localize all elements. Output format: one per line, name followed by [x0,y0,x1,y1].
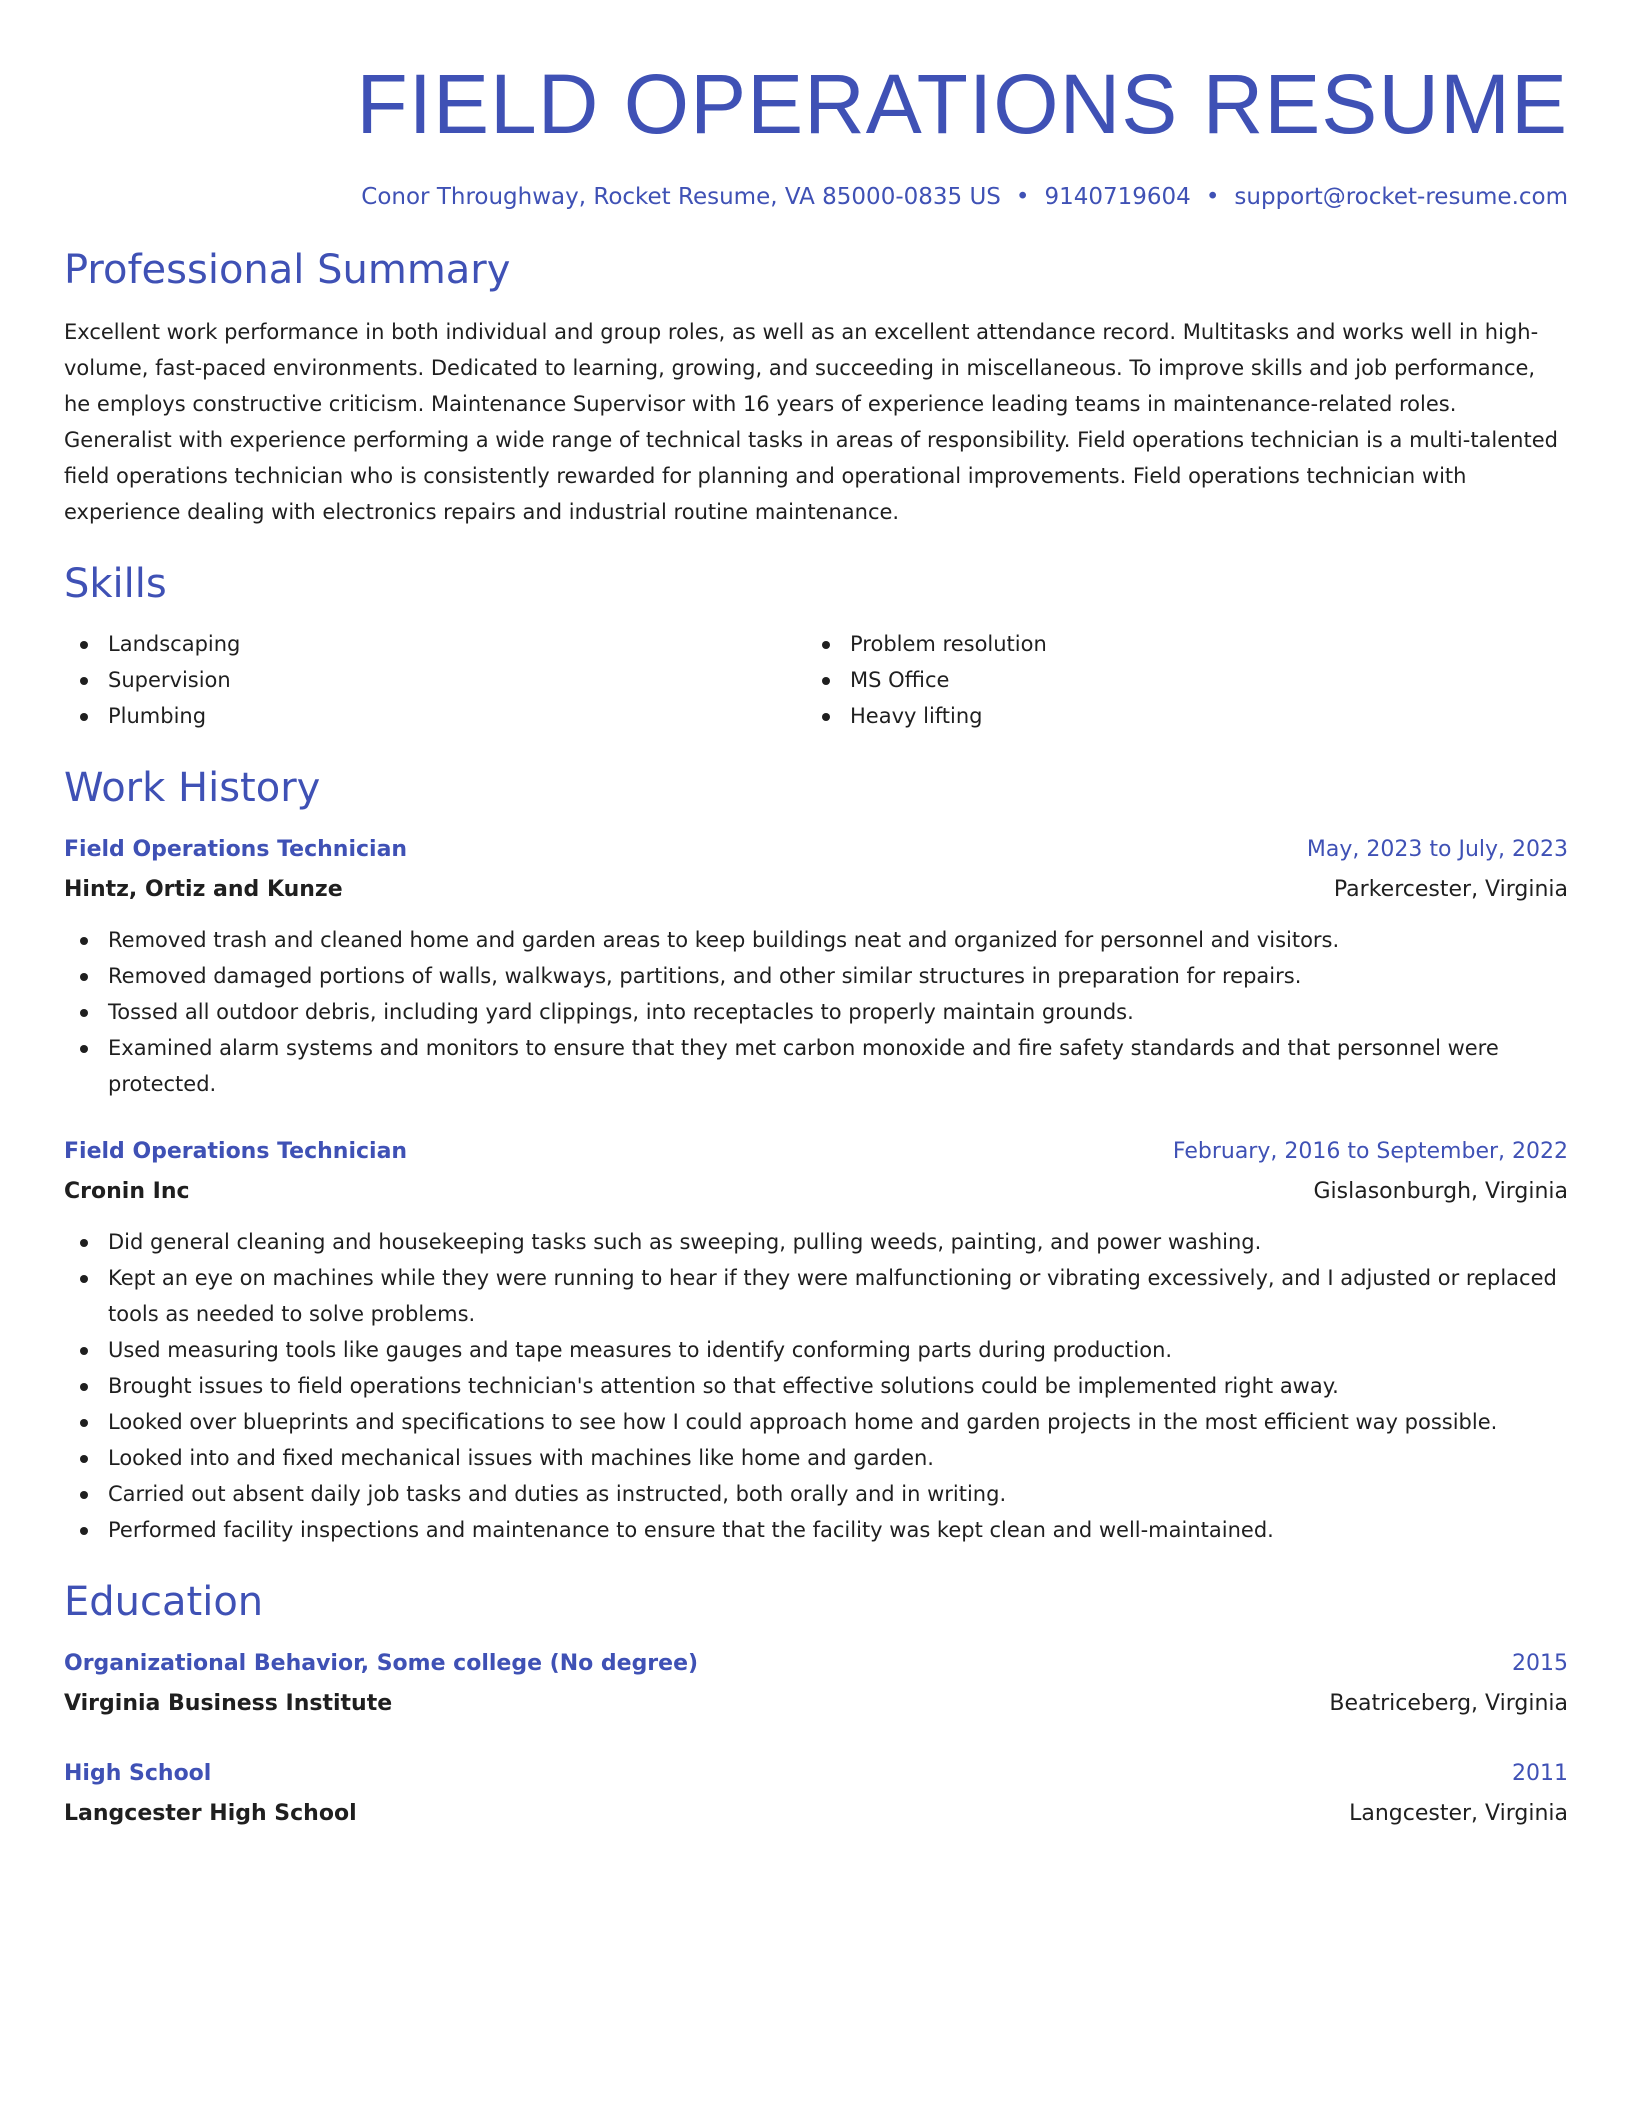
job-dates: May, 2023 to July, 2023 [1306,837,1568,862]
education-degree: High School [64,1761,212,1786]
job-duties [64,922,1568,1102]
education-school-row [64,1794,1568,1834]
duty-item: Removed trash and cleaned home and garden areas to keep buildings neat and organized for personnel and visitors. [64,922,1568,958]
resume-page [64,0,1568,1834]
duty-item: Removed damaged portions of walls, walkways, partitions, and other similar structures in preparation for repairs. [64,958,1568,994]
education-heading: Education [64,1579,264,1625]
duty-item: Carried out absent daily job tasks and duties as instructed, both orally and in writing. [64,1476,1568,1512]
education-school: Virginia Business Institute [64,1691,393,1716]
job-location: Parkercester, Virginia [1333,877,1568,902]
job-header [64,830,1568,870]
education-header [64,1644,1568,1684]
contact-email[interactable]: support@rocket-resume.com [1234,184,1568,210]
skill-item: Landscaping [64,626,806,662]
duty-item: Brought issues to field operations technician's attention so that effective solutions could be implemented right away. [64,1368,1568,1404]
skill-item: Heavy lifting [806,698,1548,734]
job-entry [64,1132,1568,1548]
skills-heading: Skills [64,561,167,607]
education-school-row [64,1684,1568,1724]
education-entry [64,1754,1568,1834]
skill-item: Supervision [64,662,806,698]
contact-address: Conor Throughway, Rocket Resume, VA 85000-0835 US [361,184,1001,210]
job-title: Field Operations Technician [64,1139,408,1164]
education-entry [64,1644,1568,1724]
education-location: Langcester, Virginia [1349,1801,1568,1826]
skill-item: Plumbing [64,698,806,734]
education-location: Beatriceberg, Virginia [1329,1691,1568,1716]
duty-item: Kept an eye on machines while they were running to hear if they were malfunctioning or vibrating excessively, and I adjusted or replaced tools as needed to solve problems. [64,1260,1568,1332]
job-company: Hintz, Ortiz and Kunze [64,877,343,902]
education-header [64,1754,1568,1794]
contact-line [64,184,1568,210]
education-year: 2015 [1512,1651,1568,1676]
skills-list [64,626,1568,734]
job-location: Gislasonburgh, Virginia [1313,1179,1568,1204]
contact-phone: 9140719604 [1044,184,1191,210]
contact-separator: • [1205,184,1220,210]
job-header [64,1132,1568,1172]
duty-item: Examined alarm systems and monitors to ensure that they met carbon monoxide and fire safety standards and that personnel were protected. [64,1030,1568,1102]
job-title: Field Operations Technician [64,837,408,862]
job-employer-row [64,870,1568,910]
duty-item: Tossed all outdoor debris, including yard clippings, into receptacles to properly maintain grounds. [64,994,1568,1030]
duty-item: Looked into and fixed mechanical issues with machines like home and garden. [64,1440,1568,1476]
duty-item: Performed facility inspections and maintenance to ensure that the facility was kept clean and well-maintained. [64,1512,1568,1548]
education-school: Langcester High School [64,1801,357,1826]
skills-column-right [806,626,1548,734]
skill-item: MS Office [806,662,1548,698]
education-year: 2011 [1512,1761,1568,1786]
job-dates: February, 2016 to September, 2022 [1172,1139,1568,1164]
job-company: Cronin Inc [64,1179,190,1204]
skill-item: Problem resolution [806,626,1548,662]
summary-heading: Professional Summary [64,247,511,293]
work-history-heading: Work History [64,765,321,811]
job-duties [64,1224,1568,1548]
job-employer-row [64,1172,1568,1212]
education-degree: Organizational Behavior, Some college (No degree) [64,1651,699,1676]
duty-item: Used measuring tools like gauges and tape measures to identify conforming parts during production. [64,1332,1568,1368]
resume-title: FIELD OPERATIONS RESUME [356,57,1568,151]
contact-separator: • [1015,184,1030,210]
job-entry [64,830,1568,1102]
skills-column-left [64,626,806,734]
summary-text: Excellent work performance in both individual and group roles, as well as an excellent attendance record. Multitasks and works well in high-volume, fast-paced environments. Dedicated to learning, growing, and succeeding in miscellaneous. To improve skills and job performance, he employs constructive criticism. Maintenance Supervisor with 16 years of experience leading teams in maintenance-related roles. Generalist with experience performing a wide range of technical tasks in areas of responsibility. Field operations technician is a multi-talented field operations technician who is consistently rewarded for planning and operational improvements. Field operations technician with experience dealing with electronics repairs and industrial routine maintenance. [64,320,1558,524]
duty-item: Looked over blueprints and specifications to see how I could approach home and garden projects in the most efficient way possible. [64,1404,1568,1440]
duty-item: Did general cleaning and housekeeping tasks such as sweeping, pulling weeds, painting, and power washing. [64,1224,1568,1260]
